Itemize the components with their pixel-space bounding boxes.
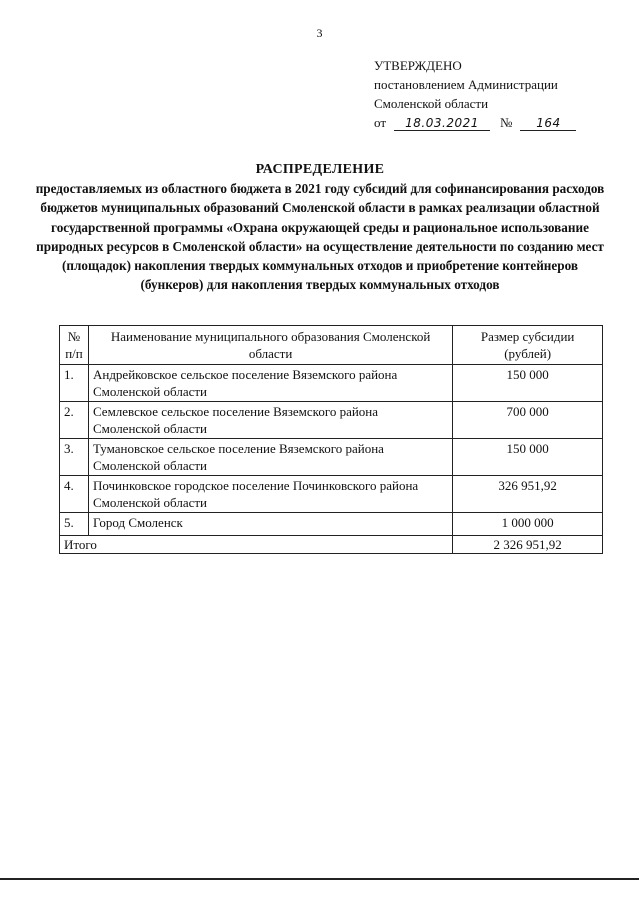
- table-row: [60, 476, 603, 513]
- row-amount: 150 000: [453, 439, 603, 476]
- row-number: 4.: [60, 476, 89, 513]
- row-number: 2.: [60, 402, 89, 439]
- date-prefix: от: [374, 115, 387, 130]
- table-row: [60, 402, 603, 439]
- approval-region: Смоленской области: [374, 96, 489, 111]
- handwritten-date: 18.03.2021: [394, 116, 490, 131]
- table-total-row: [60, 536, 603, 554]
- total-label: Итого: [60, 536, 453, 554]
- row-municipality: Город Смоленск: [88, 513, 452, 536]
- approval-date-line: [374, 113, 576, 132]
- approval-title: УТВЕРЖДЕНО: [374, 58, 462, 73]
- row-number: 1.: [60, 365, 89, 402]
- page-number: 3: [316, 26, 323, 40]
- document-subtitle: предоставляемых из областного бюджета в 2021 году субсидий для софинансирования расходов бюджетов муниципальных образований Смоленской области в рамках реализации областной государственной программы «Охрана окружающей среды и рациональное использование природных ресурсов в Смоленской области» на осуществление деятельности по созданию мест (площадок) накопления твердых коммунальных отходов и приобретение контейнеров (бункеров) для накопления твердых коммунальных отходов: [35, 181, 605, 293]
- table-header-row: [60, 326, 603, 365]
- row-number: 3.: [60, 439, 89, 476]
- document-title: РАСПРЕДЕЛЕНИЕ: [255, 162, 385, 177]
- header-number: № п/п: [60, 326, 89, 365]
- row-amount: 326 951,92: [453, 476, 603, 513]
- number-sign: №: [500, 115, 513, 130]
- header-amount: Размер субсидии (рублей): [453, 326, 603, 365]
- row-amount: 150 000: [453, 365, 603, 402]
- row-municipality: Тумановское сельское поселение Вяземского района Смоленской области: [88, 439, 452, 476]
- document-heading: [30, 160, 610, 295]
- row-amount: 1 000 000: [453, 513, 603, 536]
- table-row: [60, 513, 603, 536]
- distribution-table: [59, 325, 603, 554]
- table-row: [60, 439, 603, 476]
- header-municipality: Наименование муниципального образования Смоленской области: [88, 326, 452, 365]
- approval-authority: постановлением Администрации: [374, 77, 558, 92]
- row-municipality: Андрейковское сельское поселение Вяземского района Смоленской области: [88, 365, 452, 402]
- approval-stamp: [374, 56, 576, 132]
- row-amount: 700 000: [453, 402, 603, 439]
- handwritten-number: 164: [520, 116, 576, 131]
- row-number: 5.: [60, 513, 89, 536]
- row-municipality: Семлевское сельское поселение Вяземского района Смоленской области: [88, 402, 452, 439]
- table-row: [60, 365, 603, 402]
- bottom-divider: [0, 878, 639, 880]
- total-amount: 2 326 951,92: [453, 536, 603, 554]
- row-municipality: Починковское городское поселение Починковского района Смоленской области: [88, 476, 452, 513]
